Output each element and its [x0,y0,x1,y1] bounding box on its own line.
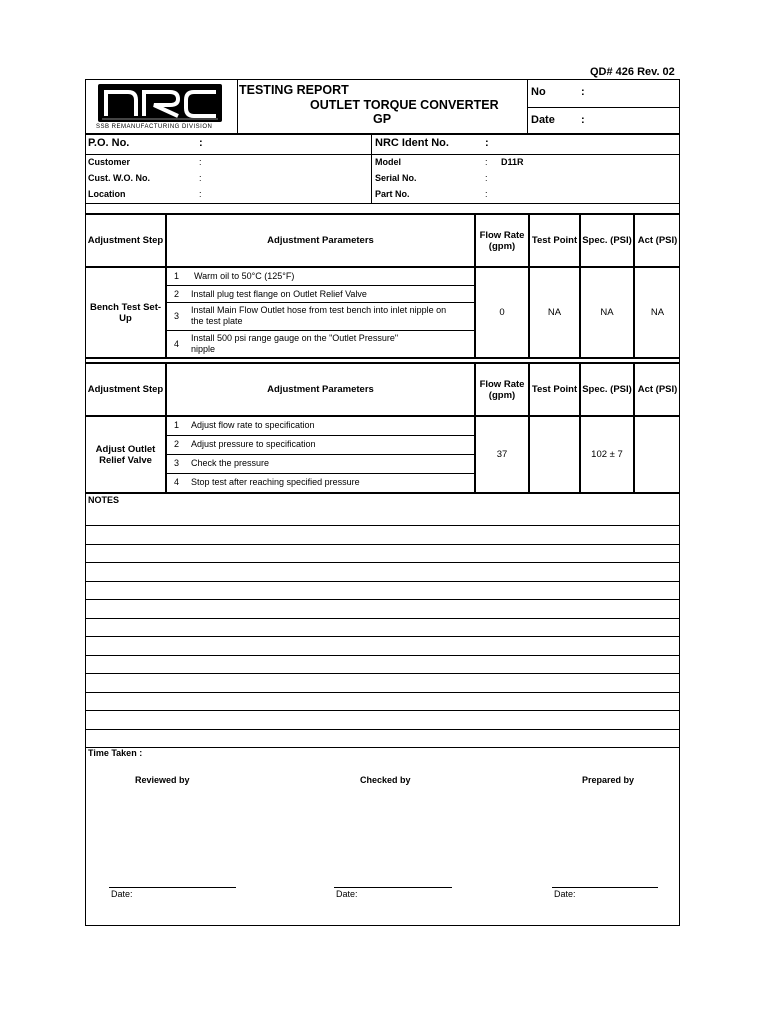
col-adj-params-2: Adjustment Parameters [267,384,374,395]
col-act-2: Act (PSI) [637,384,678,395]
adjust-outlet-step: Adjust Outlet Relief Valve [95,443,156,466]
notes-rule [85,692,680,693]
col-adj-params-1: Adjustment Parameters [267,235,374,246]
division-name: SSB REMANUFACTURING DIVISION [96,124,213,130]
notes-rule [85,618,680,619]
notes-rule [85,729,680,730]
s1-spec: NA [600,307,614,318]
s1-item-num: 2 [174,289,180,299]
col-spec-2: Spec. (PSI) [582,384,632,395]
s2-flow-rate: 37 [496,449,508,460]
s1-item-text: Warm oil to 50°C (125°F) [194,271,295,281]
notes-rule [85,562,680,563]
s1-flow-rate: 0 [499,307,505,318]
serial-label: Serial No. [375,173,417,183]
s2-item-text: Adjust flow rate to specification [191,420,315,430]
location-colon: : [199,189,202,199]
title-line1: TESTING REPORT [239,83,349,97]
s2-item-text: Check the pressure [191,458,270,468]
s1-test-point: NA [547,307,562,318]
nrc-logo [98,84,222,122]
notes-rule [85,599,680,600]
part-colon: : [485,189,488,199]
s2-item-num: 1 [174,420,180,430]
s1-item-text: Install Main Flow Outlet hose from test bench into inlet nipple on the test plate [191,305,447,326]
notes-label: NOTES [88,495,120,505]
col-adj-step-2: Adjustment Step [87,384,164,395]
s1-item-num: 4 [174,339,180,349]
col-adj-step-1: Adjustment Step [87,235,164,246]
part-label: Part No. [375,189,410,199]
nrc-ident-colon: : [485,137,489,149]
col-flow-rate-1: Flow Rate (gpm) [479,229,525,252]
nrc-ident-label: NRC Ident No. [375,137,449,149]
s1-item-text: Install plug test flange on Outlet Relief Valve [191,289,367,299]
col-test-point-2: Test Point [531,384,578,395]
col-spec-1: Spec. (PSI) [582,235,632,246]
checker-signature-line [334,887,452,888]
checked-by-label: Checked by [360,775,411,785]
po-label: P.O. No. [88,137,130,149]
s2-act [635,417,680,492]
title-line2: OUTLET TORQUE CONVERTER [310,98,499,112]
customer-colon: : [199,157,202,167]
document-reference: QD# 426 Rev. 02 [590,66,675,78]
s2-item-num: 4 [174,477,180,487]
cust-wo-label: Cust. W.O. No. [88,173,150,183]
reviewer-signature-line [109,887,236,888]
notes-rule [85,581,680,582]
notes-rule [85,747,680,748]
notes-rule [85,544,680,545]
model-value: D11R [501,157,524,167]
notes-rule [85,673,680,674]
s2-spec: 102 ± 7 [591,449,623,460]
notes-rule [85,525,680,526]
serial-colon: : [485,173,488,183]
col-test-point-1: Test Point [531,235,578,246]
model-label: Model [375,157,401,167]
reviewed-by-label: Reviewed by [135,775,190,785]
date-colon: : [581,114,585,126]
preparer-signature-line [552,887,658,888]
s2-item-num: 2 [174,439,180,449]
col-flow-rate-2: Flow Rate (gpm) [479,378,525,401]
location-label: Location [88,189,126,199]
s2-test-point [530,417,579,492]
cust-wo-colon: : [199,173,202,183]
preparer-date-label: Date: [554,889,576,899]
checker-date-label: Date: [336,889,358,899]
time-taken-label: Time Taken : [88,748,143,758]
s2-item-text: Adjust pressure to specification [191,439,316,449]
notes-rule [85,655,680,656]
notes-rule [85,636,680,637]
s2-item-num: 3 [174,458,180,468]
date-label: Date [531,114,555,126]
s1-item-num: 3 [174,311,180,321]
customer-label: Customer [88,157,131,167]
bench-test-step: Bench Test Set-Up [89,301,162,324]
s1-item-text: Install 500 psi range gauge on the "Outlet Pressure" nipple [191,333,399,354]
reviewer-date-label: Date: [111,889,133,899]
no-colon: : [581,86,585,98]
s2-item-text: Stop test after reaching specified pressure [191,477,360,487]
no-label: No [531,86,546,98]
prepared-by-label: Prepared by [582,775,635,785]
title-line3: GP [373,112,392,126]
model-colon: : [485,157,488,167]
report-frame [85,79,680,926]
notes-rule [85,710,680,711]
s1-item-num: 1 [174,271,180,281]
s1-act: NA [650,307,665,318]
po-colon: : [199,137,203,149]
col-act-1: Act (PSI) [637,235,678,246]
